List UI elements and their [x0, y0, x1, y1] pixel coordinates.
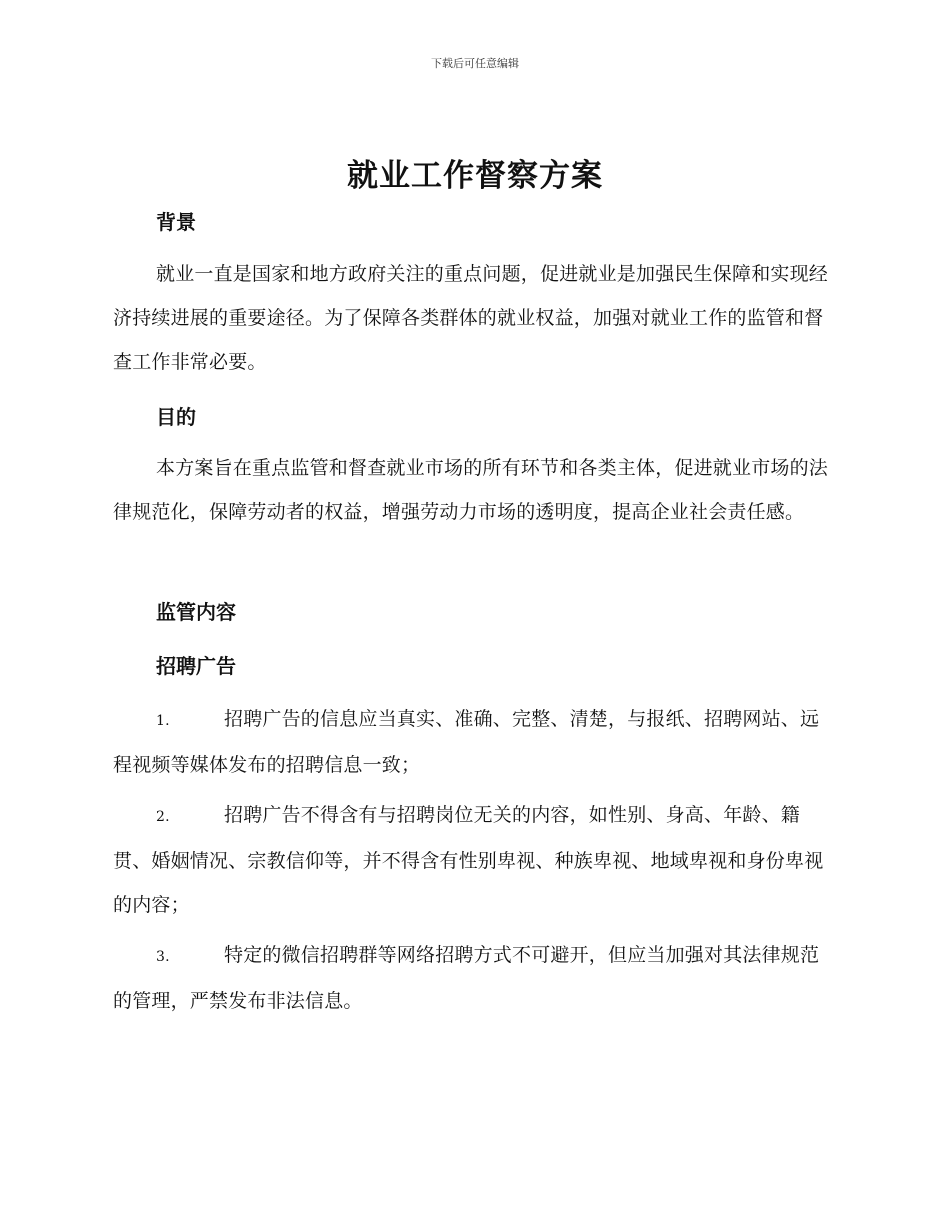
list-item [113, 933, 833, 1023]
section-heading-purpose: 目的 [156, 405, 196, 429]
background-paragraph: 就业一直是国家和地方政府关注的重点问题，促进就业是加强民生保障和实现经济持续进展的重要途径。为了保障各类群体的就业权益，加强对就业工作的监管和督查工作非常必要。 [113, 263, 829, 373]
section-heading-background: 背景 [156, 210, 196, 234]
subsection-heading-recruitment-ads: 招聘广告 [156, 654, 236, 678]
list-item-text: 招聘广告不得含有与招聘岗位无关的内容，如性别、身高、年龄、籍贯、婚姻情况、宗教信仰等，并不得含有性别卑视、种族卑视、地域卑视和身份卑视的内容； [113, 804, 824, 916]
list-item [113, 697, 833, 787]
section-heading-supervision: 监管内容 [156, 600, 236, 624]
list-item-number: 2. [156, 809, 170, 825]
list-item-number: 1. [156, 713, 170, 729]
list-item-text: 招聘广告的信息应当真实、准确、完整、清楚，与报纸、招聘网站、远程视频等媒体发布的招聘信息一致； [113, 708, 820, 776]
list-item-text: 特定的微信招聘群等网络招聘方式不可避开，但应当加强对其法律规范的管理，严禁发布非法信息。 [113, 944, 820, 1012]
document-title: 就业工作督察方案 [347, 158, 603, 194]
purpose-paragraph: 本方案旨在重点监管和督查就业市场的所有环节和各类主体，促进就业市场的法律规范化，保障劳动者的权益，增强劳动力市场的透明度，提高企业社会责任感。 [113, 457, 829, 523]
list-item [113, 793, 833, 927]
page-header: 下载后可任意编辑 [431, 57, 519, 70]
list-item-number: 3. [156, 949, 170, 965]
